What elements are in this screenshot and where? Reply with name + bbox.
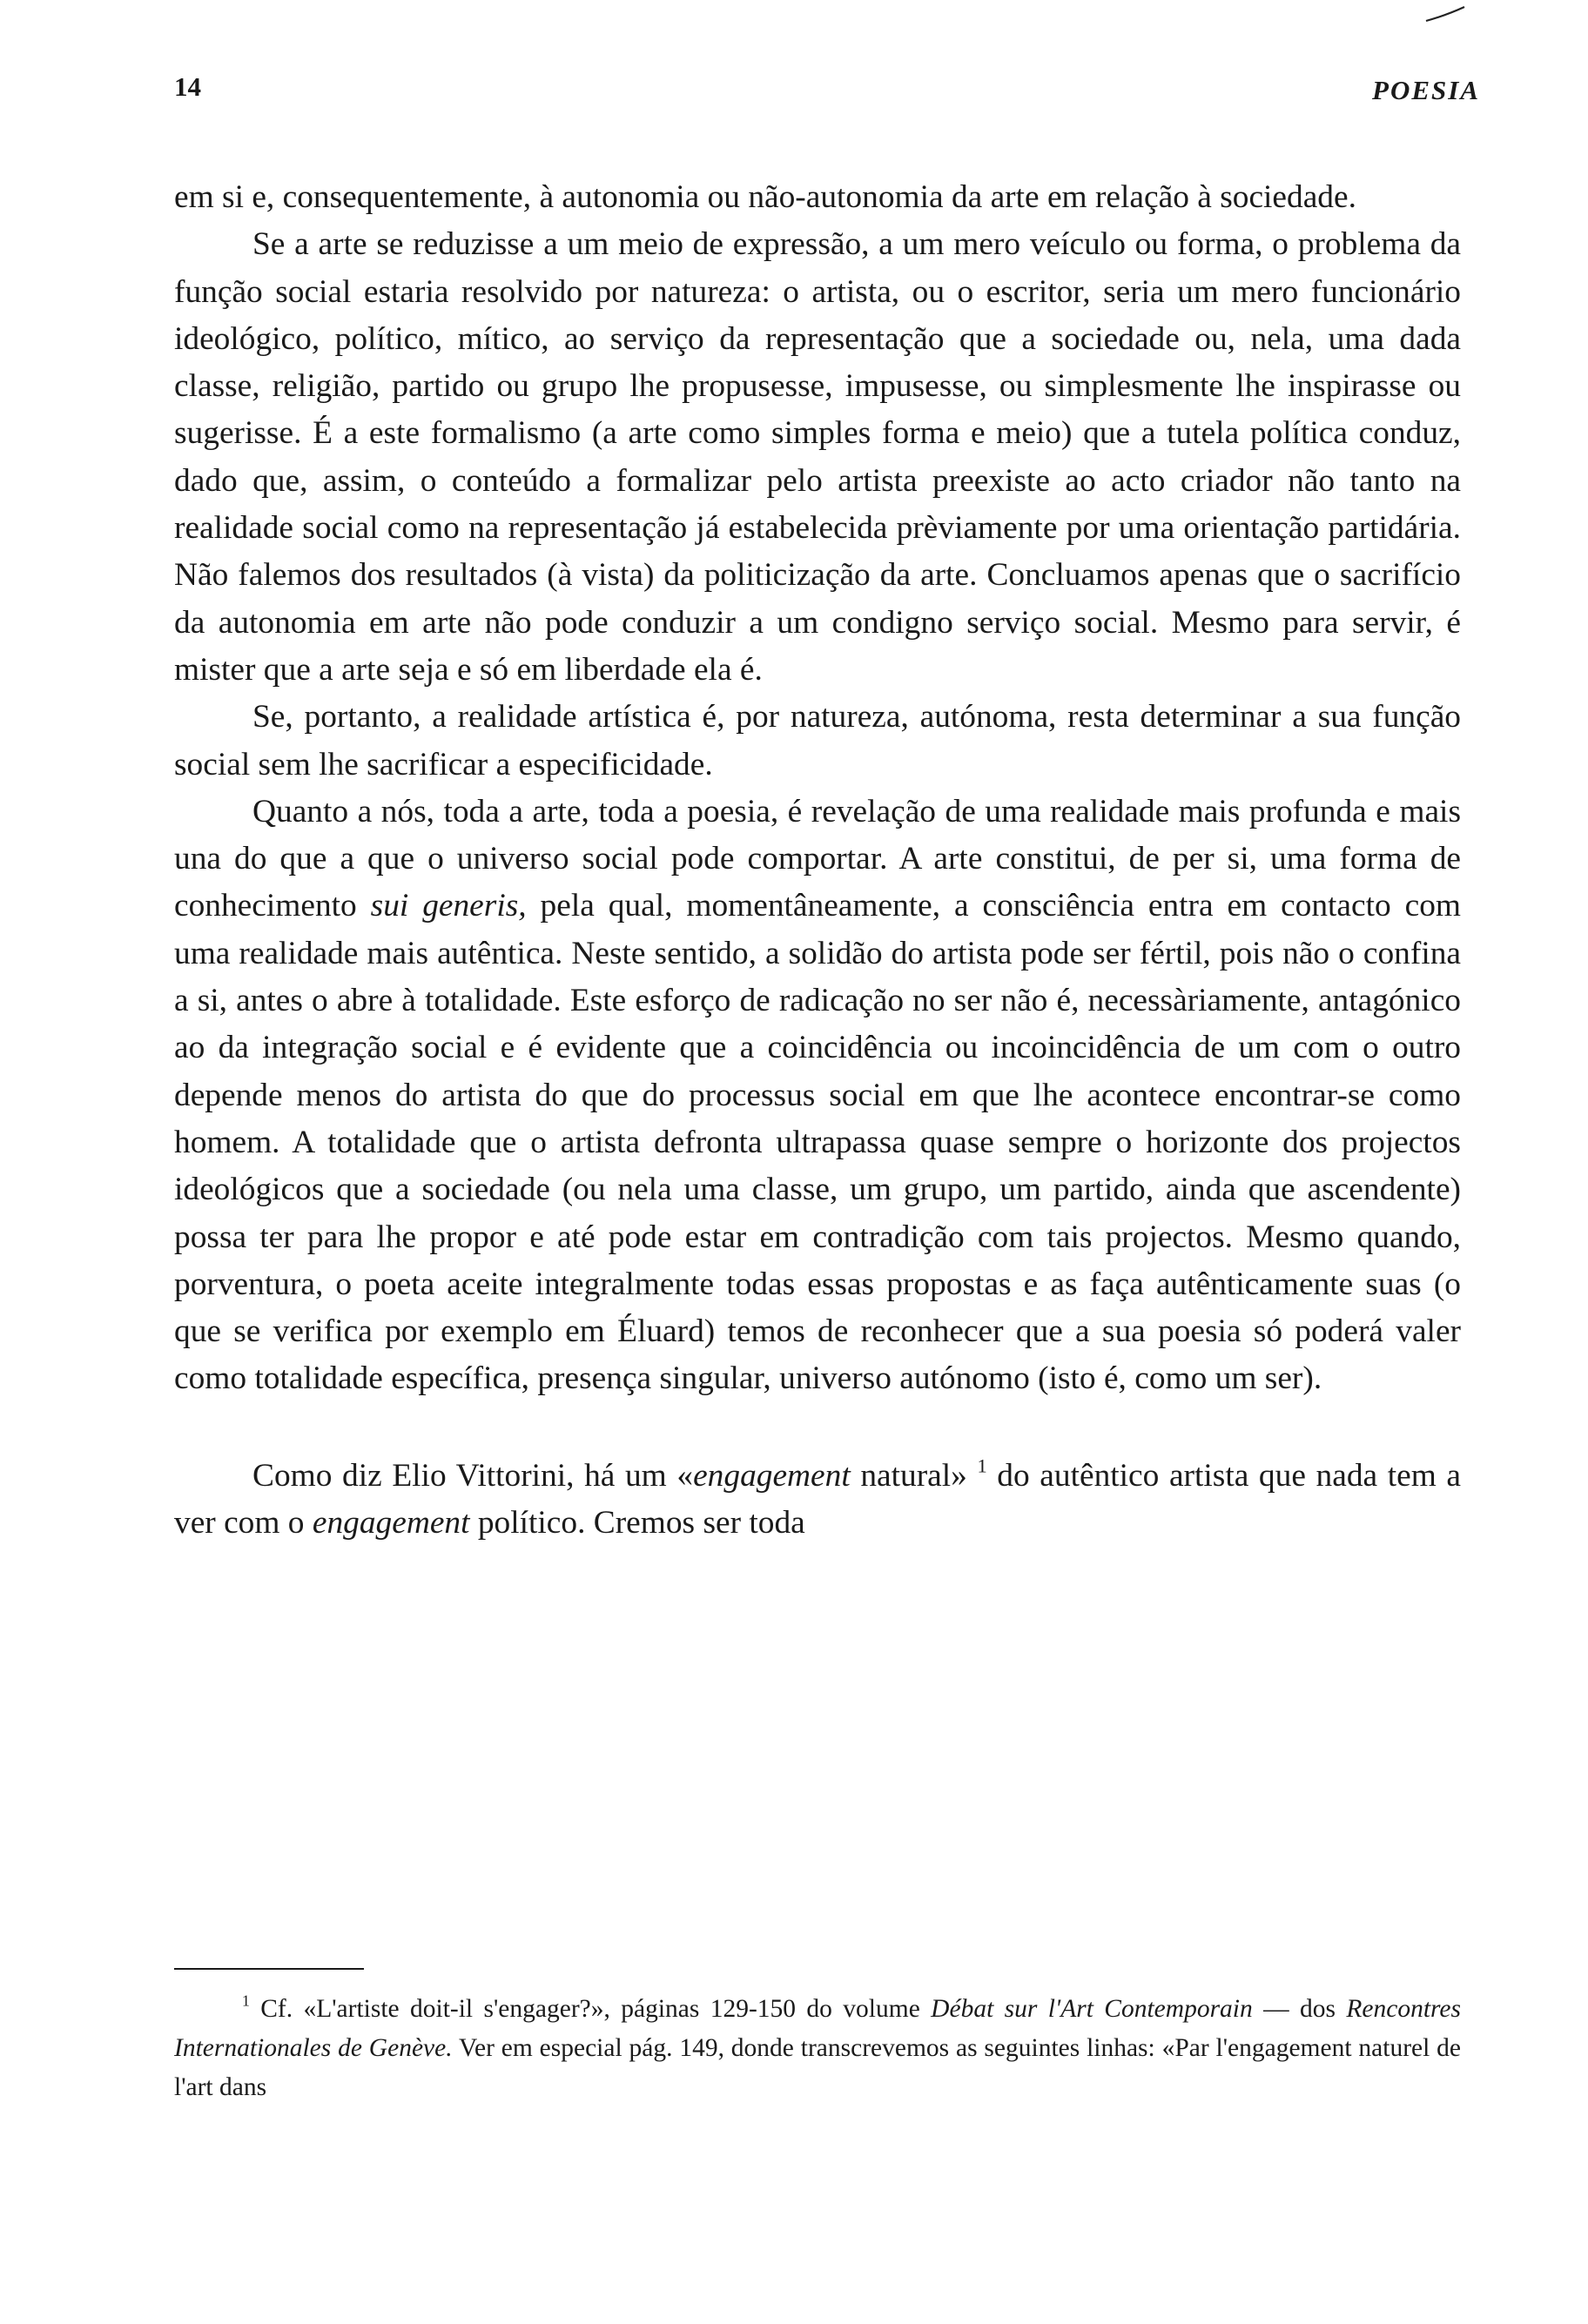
paragraph-5-text-b: natural» — [850, 1457, 978, 1494]
paragraph-4-latin-term: sui generis, — [370, 888, 527, 924]
footnote-title-2: Rencontres Internationales de Genève. — [174, 1995, 1461, 2062]
footnote-divider — [174, 1968, 364, 1970]
footnote-marker: 1 — [242, 1992, 250, 2010]
paragraph-3: Se, portanto, a realidade artística é, por natureza, autónoma, resta determinar a sua função social sem lhe sacrificar a especificidade. — [174, 699, 1461, 783]
paragraph-1: em si e, consequentemente, à autonomia ou não-autonomia da arte em relação à sociedade. — [174, 179, 1356, 215]
paragraph-5-term-1: engagement — [693, 1457, 851, 1494]
paragraph-5 — [174, 1453, 1461, 1548]
footnote-title-1: Débat sur l'Art Contemporain — [931, 1995, 1253, 2023]
paragraph-4-text-a: Quanto a nós, toda a arte, toda a poesia, é revelação de uma realidade mais profunda e mais una do que a que o universo social pode comportar. A arte constitui, de per si, uma forma de conhecimento — [174, 793, 1461, 924]
paragraph-5-term-2: engagement — [312, 1505, 470, 1541]
paragraph-4 — [174, 789, 1461, 1403]
footnote-reference: 1 — [977, 1454, 987, 1477]
paragraph-5-text-a: Como diz Elio Vittorini, há um « — [252, 1457, 694, 1494]
paragraph-2: Se a arte se reduzisse a um meio de expressão, a um mero veículo ou forma, o problema da função social estaria resolvido por natureza: o artista, ou o escritor, seria um mero funcionário ideológico, político, mítico, ao serviço da representação que a sociedade ou, nela, uma dada classe, religião, partido ou grupo lhe propusesse, impusesse, ou simplesmente lhe inspirasse ou sugerisse. É a este formalismo (a arte como simples forma e meio) que a tutela política conduz, dado que, assim, o conteúdo a formalizar pelo artista preexiste ao acto criador não tanto na realidade social como na representação já estabelecida prèviamente por uma orientação partidária. Não falemos dos resultados (à vista) da politicização da arte. Concluamos apenas que o sacrifício da autonomia em arte não pode conduzir a um condigno serviço social. Mesmo para servir, é mister que a arte seja e só em liberdade ela é. — [174, 226, 1461, 688]
footnote-text-b: — dos — [1252, 1995, 1347, 2023]
pen-mark-icon — [1424, 5, 1466, 23]
paragraph-5-text-d: político. Cremos ser toda — [469, 1505, 805, 1541]
body-text — [174, 174, 1461, 1547]
footnotes — [174, 1990, 1461, 2107]
footnote-text-a: Cf. «L'artiste doit-il s'engager?», páginas 129-150 do volume — [249, 1995, 932, 2023]
footnote-1 — [174, 1990, 1461, 2107]
paragraph-5-text-c: do autêntico artista que nada tem a ver com o — [174, 1457, 1462, 1541]
page-header — [174, 71, 1480, 115]
page-number: 14 — [174, 71, 201, 102]
footnote-text-c: Ver em especial pág. 149, donde transcrevemos as seguintes linhas: «Par l'engagement naturel de l'art dans — [174, 2034, 1462, 2101]
running-head: POESIA — [1372, 75, 1480, 105]
paragraph-4-text-b: pela qual, momentâneamente, a consciência entra em contacto com uma realidade mais autêntica. Neste sentido, a solidão do artista pode ser fértil, pois não o confina a si, antes o abre à totalidade. Este esforço de radicação no ser não é, necessàriamente, antagónico ao da integração social e é evidente que a coincidência ou incoincidência de um com o outro depende menos do artista do que do processus social em que lhe acontece encontrar-se como homem. A totalidade que o artista defronta ultrapassa quase sempre o horizonte dos projectos ideológicos que a sociedade (ou nela uma classe, um grupo, um partido, ainda que ascendente) possa ter para lhe propor e até pode estar em contradição com tais projectos. Mesmo quando, porventura, o poeta aceite integralmente todas essas propostas e as faça autênticamente suas (o que se verifica por exemplo em Éluard) temos de reconhecer que a sua poesia só poderá valer como totalidade específica, presença singular, universo autónomo (isto é, como um ser). — [174, 888, 1462, 1397]
